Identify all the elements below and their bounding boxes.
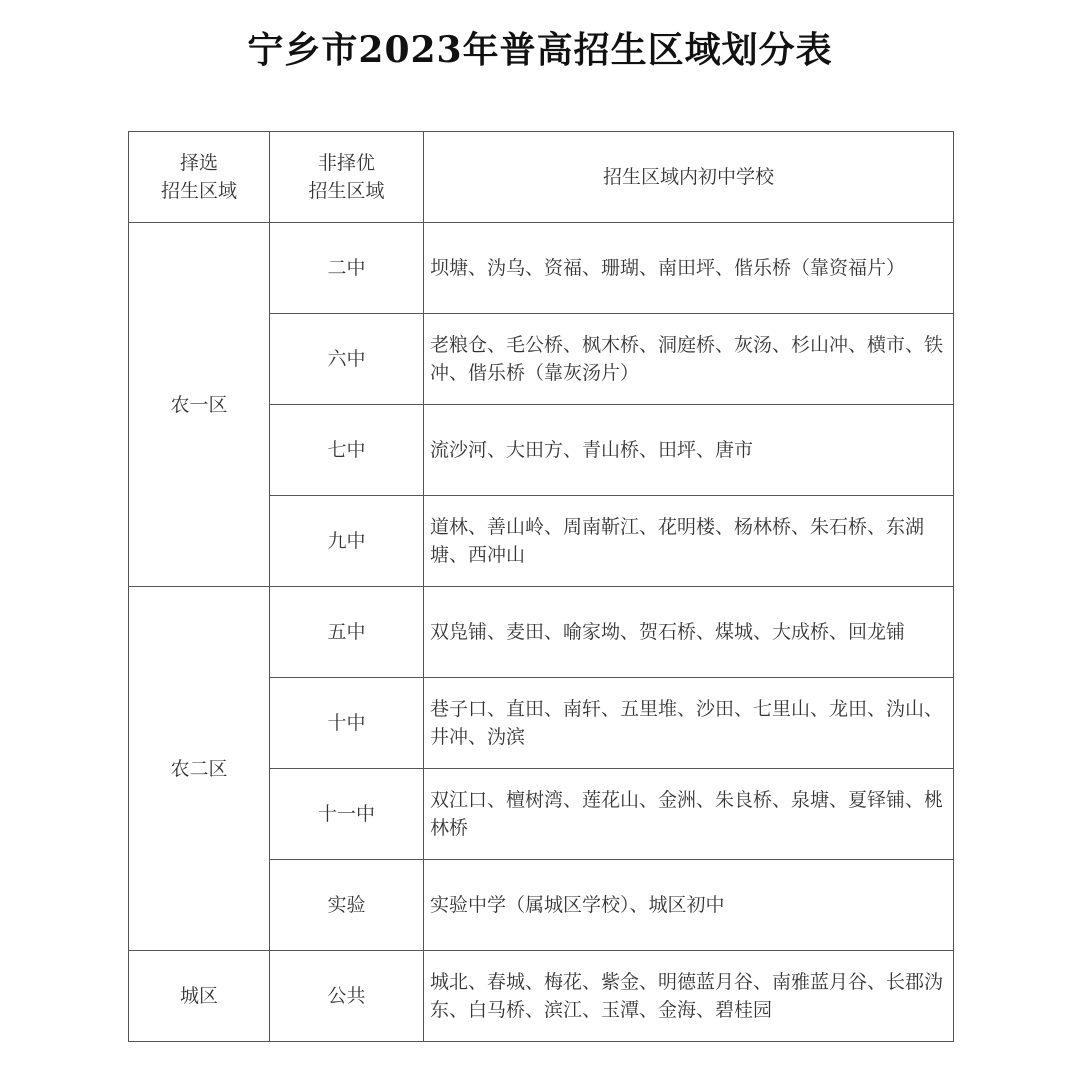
- zone-cell-2: 农二区: [129, 587, 270, 951]
- header-non-selective-zone: [270, 132, 424, 223]
- school-cell: 九中: [270, 496, 424, 587]
- school-cell: 十一中: [270, 769, 424, 860]
- school-cell: 实验: [270, 860, 424, 951]
- header-selective-zone-line2: 招生区域: [160, 180, 237, 202]
- header-selective-zone-line1: 择选: [179, 152, 218, 174]
- header-selective-zone: [129, 132, 270, 223]
- school-cell: 公共: [270, 951, 424, 1042]
- junior-school-list: 道林、善山岭、周南靳江、花明楼、杨林桥、朱石桥、东湖塘、西冲山: [424, 496, 954, 587]
- header-junior-schools: 招生区域内初中学校: [424, 132, 954, 223]
- table-row: [129, 223, 954, 314]
- school-cell: 六中: [270, 314, 424, 405]
- junior-school-list: 双江口、檀树湾、莲花山、金洲、朱良桥、泉塘、夏铎铺、桃林桥: [424, 769, 954, 860]
- junior-school-list: 巷子口、直田、南轩、五里堆、沙田、七里山、龙田、沩山、井冲、沩滨: [424, 678, 954, 769]
- junior-school-list: 实验中学（属城区学校）、城区初中: [424, 860, 954, 951]
- table-row: [129, 951, 954, 1042]
- zone-cell-3: 城区: [129, 951, 270, 1042]
- zone-cell-1: 农一区: [129, 223, 270, 587]
- enrollment-zone-table: [128, 131, 954, 1042]
- header-non-selective-zone-line2: 招生区域: [308, 180, 385, 202]
- school-cell: 七中: [270, 405, 424, 496]
- header-non-selective-zone-line1: 非择优: [317, 152, 375, 174]
- table-row: [129, 587, 954, 678]
- page-title: 宁乡市2023年普高招生区域划分表: [247, 29, 833, 71]
- junior-school-list: 流沙河、大田方、青山桥、田坪、唐市: [424, 405, 954, 496]
- junior-school-list: 双凫铺、麦田、喻家坳、贺石桥、煤城、大成桥、回龙铺: [424, 587, 954, 678]
- school-cell: 二中: [270, 223, 424, 314]
- junior-school-list: 坝塘、沩乌、资福、珊瑚、南田坪、偕乐桥（靠资福片）: [424, 223, 954, 314]
- school-cell: 十中: [270, 678, 424, 769]
- school-cell: 五中: [270, 587, 424, 678]
- junior-school-list: 老粮仓、毛公桥、枫木桥、洞庭桥、灰汤、杉山冲、横市、铁冲、偕乐桥（靠灰汤片）: [424, 314, 954, 405]
- header-row: [129, 132, 954, 223]
- junior-school-list: 城北、春城、梅花、紫金、明德蓝月谷、南雅蓝月谷、长郡沩东、白马桥、滨江、玉潭、金海、碧桂园: [424, 951, 954, 1042]
